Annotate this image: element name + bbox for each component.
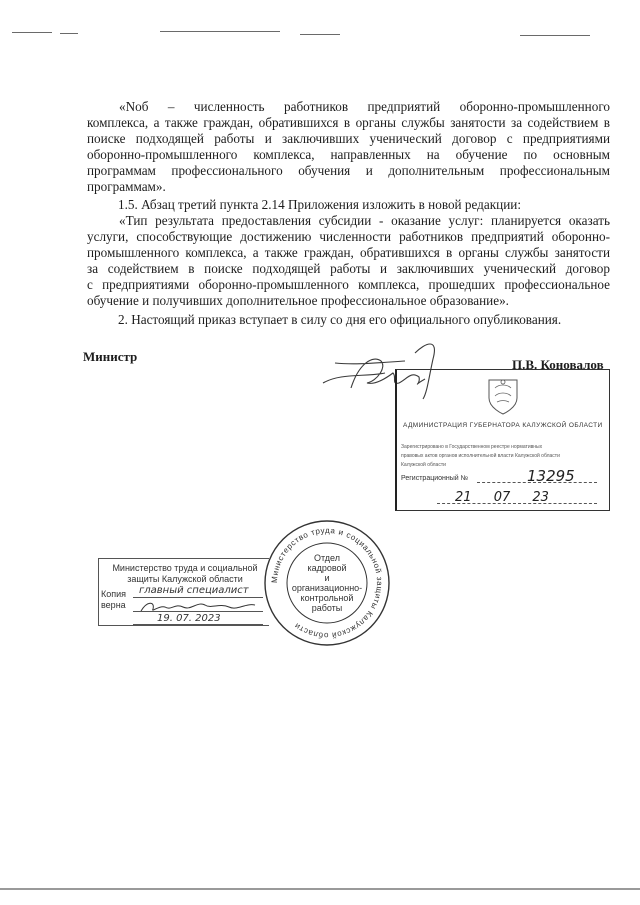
registration-stamp bbox=[395, 369, 610, 511]
registration-date-day: 21 bbox=[455, 490, 472, 505]
round-department-stamp bbox=[262, 518, 392, 648]
text-line: программам профессионального обучения и дополнительным профессиональным bbox=[87, 163, 610, 178]
registration-stamp-subline: правовых актов органов исполнительной власти Калужской области bbox=[401, 453, 560, 459]
round-stamp-line: Отдел bbox=[313, 553, 341, 563]
text-line: «Nоб – численность работников предприятий оборонно-промышленного bbox=[119, 99, 610, 114]
scan-edge-top bbox=[0, 30, 640, 36]
copy-stamp-line bbox=[133, 597, 263, 598]
copy-stamp-labels bbox=[101, 589, 126, 611]
paragraph-effective-date: 2. Настоящий приказ вступает в силу со дня его официального опубликования. bbox=[118, 312, 562, 327]
text-line: промышленного комплекса, а также граждан, обратившихся в органы службы занятости bbox=[87, 245, 610, 260]
registration-number-label: Регистрационный № bbox=[401, 475, 469, 482]
text-line: оборонно-промышленного комплекса, направленных на обучение по основным bbox=[87, 147, 610, 162]
signatory-name: П.В. Коновалов bbox=[512, 357, 604, 372]
copy-stamp-line bbox=[133, 624, 263, 625]
copy-certification-stamp bbox=[98, 558, 269, 626]
text-line: программам». bbox=[87, 179, 166, 194]
coat-of-arms-emblem bbox=[485, 376, 521, 416]
round-stamp-line: и bbox=[324, 573, 330, 583]
registration-stamp-subline: Зарегистрировано в Государственном реестре нормативных bbox=[401, 444, 543, 450]
copy-stamp-date: 19. 07. 2023 bbox=[157, 613, 221, 624]
text-line: обучение и получивших дополнительное профессиональное образование». bbox=[87, 293, 509, 308]
text-line: поиске подходящей работы и заключивших ученический договор с предприятиями bbox=[87, 131, 610, 146]
registration-stamp-title: АДМИНИСТРАЦИЯ ГУБЕРНАТОРА КАЛУЖСКОЙ ОБЛАСТИ bbox=[403, 422, 603, 429]
copy-stamp-line bbox=[133, 611, 263, 612]
verna-label: верна bbox=[101, 600, 126, 610]
copy-label: Копия bbox=[101, 589, 127, 599]
registration-date-month: 07 bbox=[493, 490, 511, 505]
paragraph-amendment-point: 1.5. Абзац третий пункта 2.14 Приложения изложить в новой редакции: bbox=[118, 197, 521, 212]
scan-edge-bottom bbox=[0, 888, 640, 890]
round-stamp-center-text bbox=[292, 553, 362, 613]
registration-date-underline bbox=[437, 503, 597, 504]
copy-stamp-handwritten-title: главный специалист bbox=[139, 585, 249, 596]
signatory-position: Министр bbox=[83, 349, 138, 364]
text-line: с предприятиями оборонно-промышленного комплекса, прошедших профессиональное bbox=[87, 277, 610, 292]
round-stamp-line: кадровой bbox=[307, 563, 347, 573]
registration-date-year: 23 bbox=[532, 490, 549, 505]
text-line: комплекса, а также граждан, обратившихся в органы службы занятости за содействием в bbox=[87, 115, 610, 130]
round-stamp-line: контрольной bbox=[300, 593, 354, 603]
text-line: услуги, способствующие достижению численности работников предприятий оборонно- bbox=[87, 229, 610, 244]
round-stamp-ring-text: Министерство труда и социальной защиты Калужской области bbox=[269, 525, 385, 641]
registration-number-underline bbox=[477, 482, 597, 483]
round-stamp-line: организационно- bbox=[291, 583, 363, 593]
registration-number: 13295 bbox=[527, 467, 575, 485]
copy-stamp-organization: Министерство труда и социальной защиты Калужской области bbox=[112, 563, 258, 584]
text-line: за содействием в поиске подходящей работы и заключивших ученический договор bbox=[87, 261, 610, 276]
registration-stamp-subline: Калужской области bbox=[401, 462, 446, 468]
text-line: «Тип результата предоставления субсидии - оказание услуг: планируется оказать bbox=[119, 213, 610, 228]
round-stamp-line: работы bbox=[311, 603, 343, 613]
